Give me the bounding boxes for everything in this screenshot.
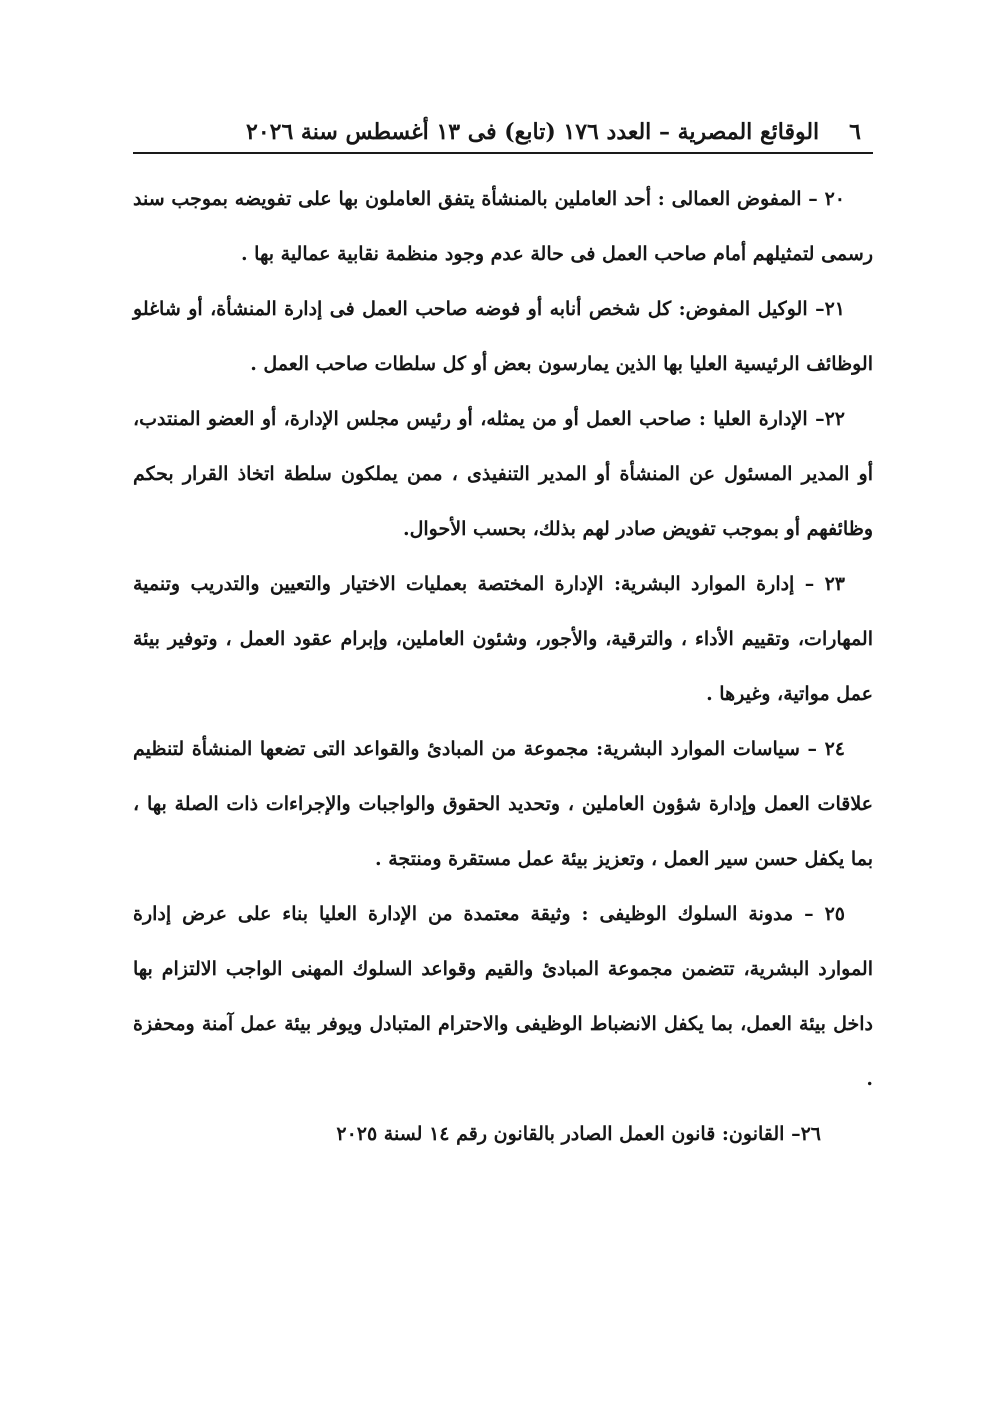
- definition-paragraph-26: ٢٦– القانون: قانون العمل الصادر بالقانون رقم ١٤ لسنة ٢٠٢٥: [336, 1123, 821, 1145]
- definition-paragraph-22: ٢٢– الإدارة العليا : صاحب العمل أو من يمثله، أو رئيس مجلس الإدارة، أو العضو المنتدب، أو المدير المسئول عن المنشأة أو المدير التنفيذى ، ممن يملكون سلطة اتخاذ القرار بحكم وظائفهم أو بموجب تفويض صادر لهم بذلك، بحسب الأحوال.: [133, 408, 873, 540]
- definition-paragraph-25: ٢٥ – مدونة السلوك الوظيفى : وثيقة معتمدة من الإدارة العليا بناء على عرض إدارة الموارد البشرية، تتضمن مجموعة المبادئ والقيم وقواعد السلوك المهنى الواجب الالتزام بها داخل بيئة العمل، بما يكفل الانضباط الوظيفى والاحترام المتبادل ويوفر بيئة عمل آمنة ومحفزة .: [133, 903, 873, 1090]
- definition-paragraph-20: ٢٠ – المفوض العمالى : أحد العاملين بالمنشأة يتفق العاملون بها على تفويضه بموجب سند رسمى لتمثيلهم أمام صاحب العمل فى حالة عدم وجود منظمة نقابية عمالية بها .: [133, 188, 873, 265]
- page-number: ٦: [849, 119, 861, 145]
- definition-paragraph-23: ٢٣ – إدارة الموارد البشرية: الإدارة المختصة بعمليات الاختيار والتعيين والتدريب وتنمية المهارات، وتقييم الأداء ، والترقية، والأجور، وشئون العاملين، وإبرام عقود العمل ، وتوفير بيئة عمل مواتية، وغيرها .: [133, 573, 873, 705]
- page-header: [133, 112, 873, 154]
- article-definitions: [133, 172, 873, 1162]
- header-title: الوقائع المصرية – العدد ١٧٦ (تابع) فى ١٣ أغسطس سنة ٢٠٢٦: [246, 119, 820, 145]
- definition-paragraph-24: ٢٤ – سياسات الموارد البشرية: مجموعة من المبادئ والقواعد التى تضعها المنشأة لتنظيم علاقات العمل وإدارة شؤون العاملين ، وتحديد الحقوق والواجبات والإجراءات ذات الصلة بها ، بما يكفل حسن سير العمل ، وتعزيز بيئة عمل مستقرة ومنتجة .: [133, 738, 873, 870]
- definition-paragraph-21: ٢١– الوكيل المفوض: كل شخص أنابه أو فوضه صاحب العمل فى إدارة المنشأة، أو شاغلو الوظائف الرئيسية العليا بها الذين يمارسون بعض أو كل سلطات صاحب العمل .: [133, 298, 873, 375]
